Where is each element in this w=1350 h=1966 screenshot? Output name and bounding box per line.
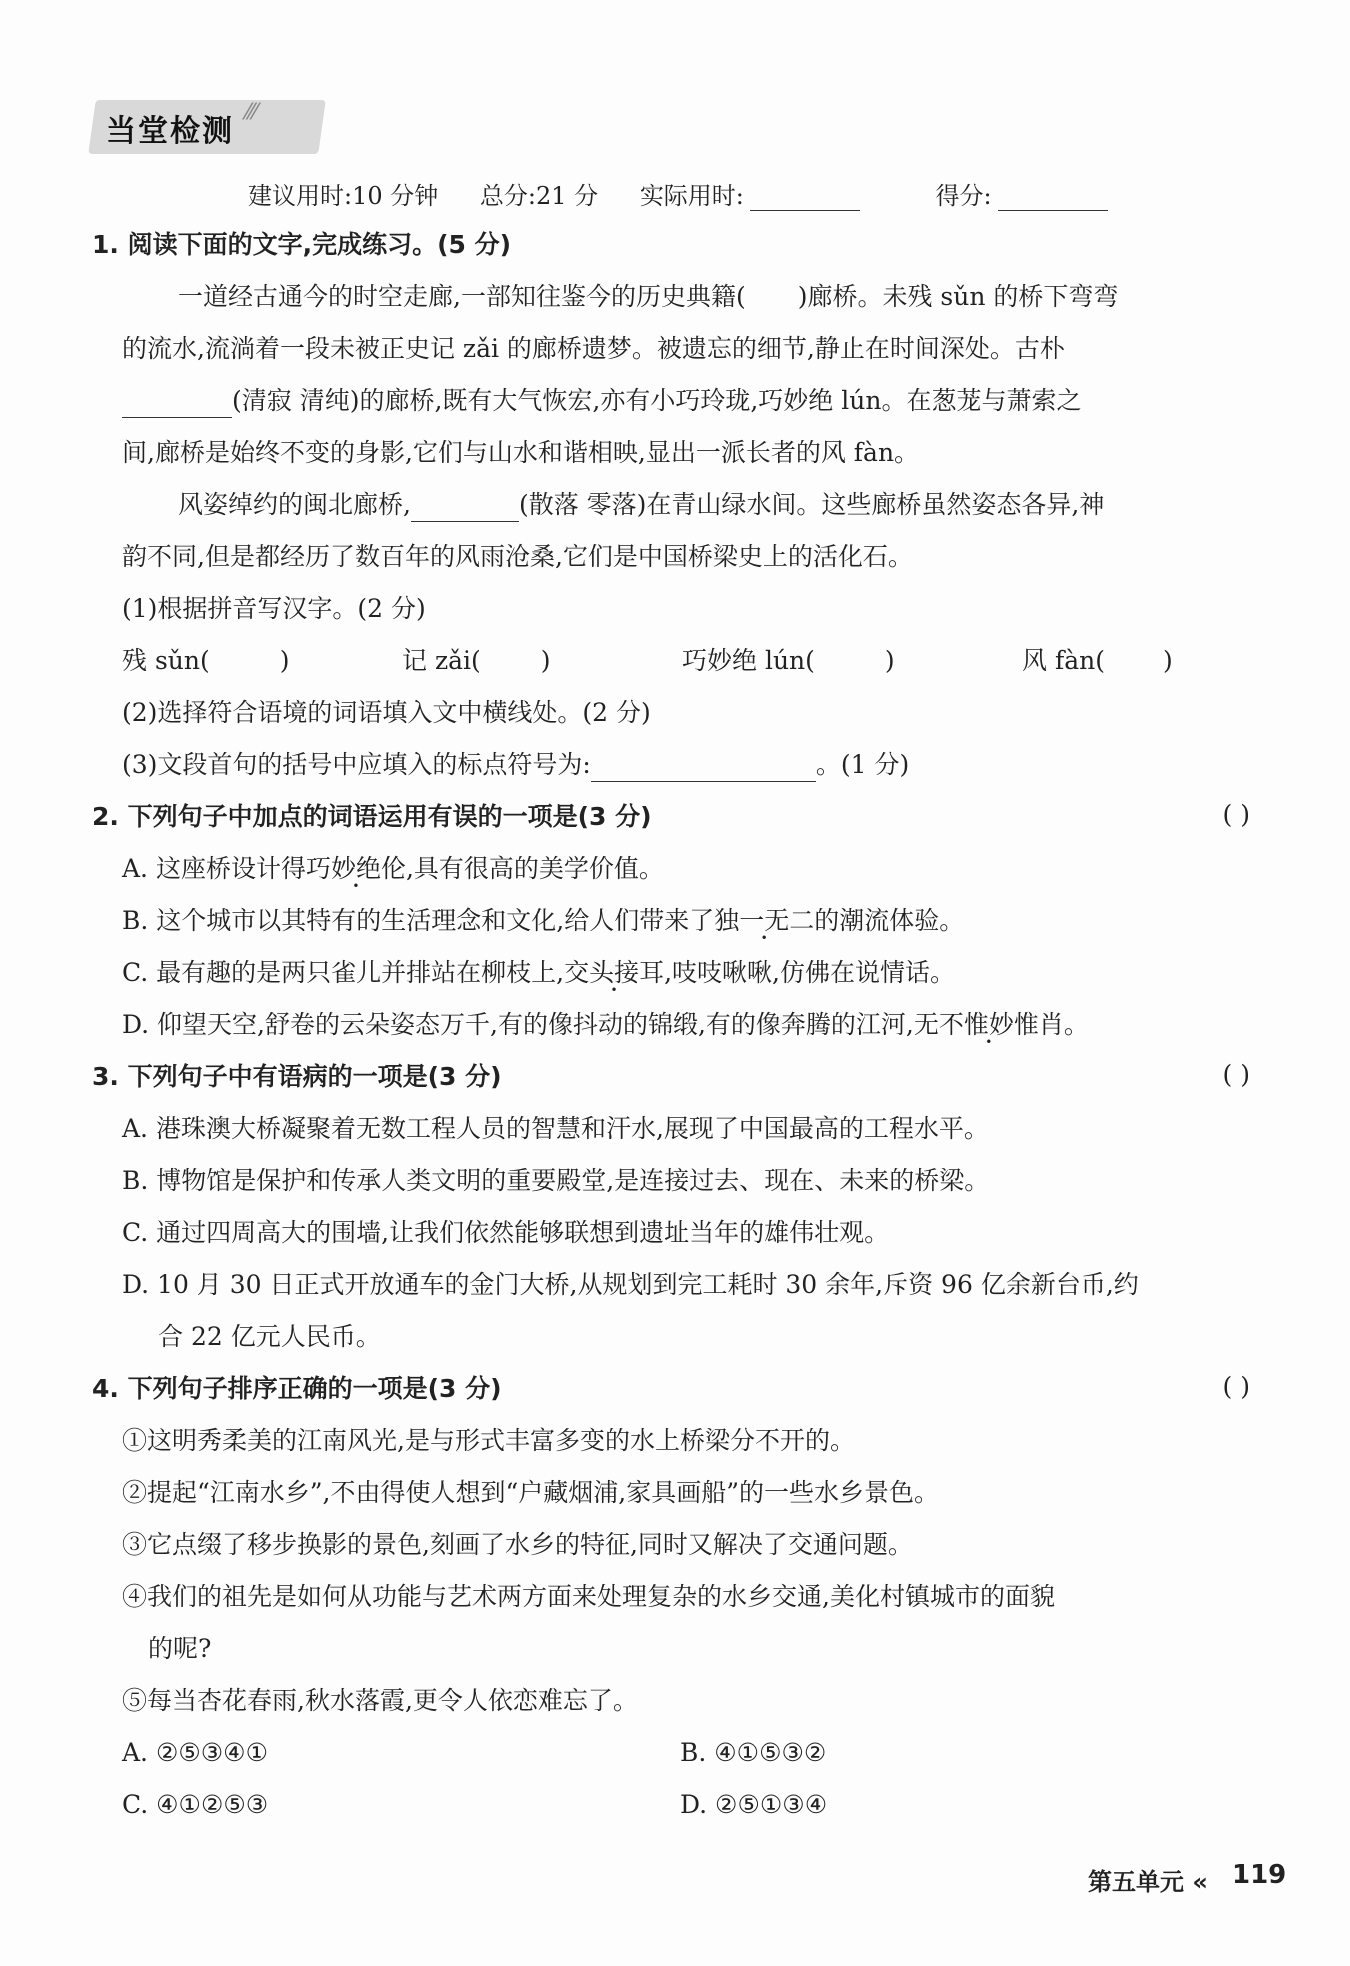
score-field[interactable]: 得分: (936, 182, 1142, 210)
pinyin-item-4[interactable]: 风 fàn( ) (1022, 646, 1173, 675)
q4-option-c[interactable]: C. ④①②⑤③ (122, 1790, 269, 1819)
q4-stem: 4. 下列句子排序正确的一项是(3 分) (92, 1374, 502, 1403)
q2-option-b[interactable]: B. 这个城市以其特有的生活理念和文化,给人们带来了独一无二的潮流体验。 (122, 906, 965, 935)
q1-sub3: (3)文段首句的括号中应填入的标点符号为: 。(1 分) (122, 748, 909, 782)
blank-2[interactable] (411, 497, 519, 522)
total-score: 总分:21 分 (479, 182, 599, 210)
q1-para1-line1: 一道经古通今的时空走廊,一部知往鉴今的历史典籍( )廊桥。未残 sǔn 的桥下弯弯 (178, 282, 1119, 311)
q3-option-a[interactable]: A. 港珠澳大桥凝聚着无数工程人员的智慧和汗水,展现了中国最高的工程水平。 (122, 1114, 989, 1143)
blank-3[interactable] (591, 757, 816, 782)
q1-para2-line2: 韵不同,但是都经历了数百年的风雨沧桑,它们是中国桥梁史上的活化石。 (122, 542, 913, 571)
q4-sentence-4-line1: ④我们的祖先是如何从功能与艺术两方面来处理复杂的水乡交通,美化村镇城市的面貌 (122, 1582, 1055, 1611)
page-number: 119 (1232, 1860, 1287, 1890)
q1-sub2: (2)选择符合语境的词语填入文中横线处。(2 分) (122, 698, 651, 727)
dotted-word: 无不惟妙惟肖 • (914, 1010, 1064, 1039)
q3-option-c[interactable]: C. 通过四周高大的围墙,让我们依然能够联想到遗址当年的雄伟壮观。 (122, 1218, 890, 1247)
q1-para1-line4: 间,廊桥是始终不变的身影,它们与山水和谐相映,显出一派长者的风 fàn。 (122, 438, 920, 467)
q4-option-a[interactable]: A. ②⑤③④① (122, 1738, 269, 1767)
q1-para1-line2: 的流水,流淌着一段未被正史记 zǎi 的廊桥遗梦。被遗忘的细节,静止在时间深处。古朴 (122, 334, 1065, 363)
q3-answer-box[interactable]: ( ) (1222, 1060, 1250, 1089)
q1-sub1: (1)根据拼音写汉字。(2 分) (122, 594, 426, 623)
q4-option-d[interactable]: D. ②⑤①③④ (680, 1790, 828, 1819)
q4-sentence-2: ②提起“江南水乡”,不由得使人想到“户藏烟浦,家具画船”的一些水乡景色。 (122, 1478, 940, 1507)
blank-1[interactable] (122, 393, 232, 418)
q2-answer-box[interactable]: ( ) (1222, 800, 1250, 829)
q2-option-c[interactable]: C. 最有趣的是两只雀儿并排站在柳枝上,交头接耳,吱吱啾啾,仿佛在说情话。 (122, 958, 956, 987)
q3-option-b[interactable]: B. 博物馆是保护和传承人类文明的重要殿堂,是连接过去、现在、未来的桥梁。 (122, 1166, 990, 1195)
suggested-time: 建议用时:10 分钟 (248, 182, 439, 210)
q4-option-b[interactable]: B. ④①⑤③② (680, 1738, 827, 1767)
q2-stem: 2. 下列句子中加点的词语运用有误的一项是(3 分) (92, 802, 652, 831)
q3-option-d-line1[interactable]: D. 10 月 30 日正式开放通车的金门大桥,从规划到完工耗时 30 余年,斥资 96 亿余新台币,约 (122, 1270, 1139, 1299)
q2-option-a[interactable]: A. 这座桥设计得巧妙绝伦,具有很高的美学价值。 (122, 854, 664, 883)
q1-para1-line3: (清寂 清纯)的廊桥,既有大气恢宏,亦有小巧玲珑,巧妙绝 lún。在葱茏与萧索之 (122, 384, 1081, 418)
unit-label: 第五单元 « (1088, 1868, 1208, 1896)
dotted-word: 巧妙绝伦 (305, 854, 406, 883)
q1-para2-line1: 风姿绰约的闽北廊桥, (散落 零落)在青山绿水间。这些廊桥虽然姿态各异,神 (178, 488, 1104, 522)
actual-time-field[interactable]: 实际用时: (640, 182, 894, 210)
q4-answer-box[interactable]: ( ) (1222, 1372, 1250, 1401)
banner-decoration-icon: ⁄⁄⁄ (246, 100, 258, 125)
section-title: 当堂检测 (106, 114, 234, 149)
q3-stem: 3. 下列句子中有语病的一项是(3 分) (92, 1062, 502, 1091)
dotted-word: 交头接耳 (564, 958, 665, 987)
q3-option-d-line2: 合 22 亿元人民币。 (158, 1322, 381, 1351)
q4-sentence-4-line2: 的呢? (148, 1634, 212, 1663)
meta-row (248, 176, 1176, 211)
pinyin-item-3[interactable]: 巧妙绝 lún( ) (682, 646, 895, 675)
q1-stem: 1. 阅读下面的文字,完成练习。(5 分) (92, 230, 512, 259)
q4-sentence-3: ③它点缀了移步换影的景色,刻画了水乡的特征,同时又解决了交通问题。 (122, 1530, 913, 1559)
q2-option-d[interactable]: D. 仰望天空,舒卷的云朵姿态万千,有的像抖动的锦缎,有的像奔腾的江河,无不惟妙惟肖 •。 (122, 1008, 1089, 1042)
dotted-word: 独一无二 (714, 906, 815, 935)
pinyin-item-2[interactable]: 记 zǎi( ) (402, 646, 551, 675)
pinyin-item-1[interactable]: 残 sǔn( ) (122, 646, 290, 675)
q4-sentence-5: ⑤每当杏花春雨,秋水落霞,更令人依恋难忘了。 (122, 1686, 638, 1715)
q4-sentence-1: ①这明秀柔美的江南风光,是与形式丰富多变的水上桥梁分不开的。 (122, 1426, 855, 1455)
